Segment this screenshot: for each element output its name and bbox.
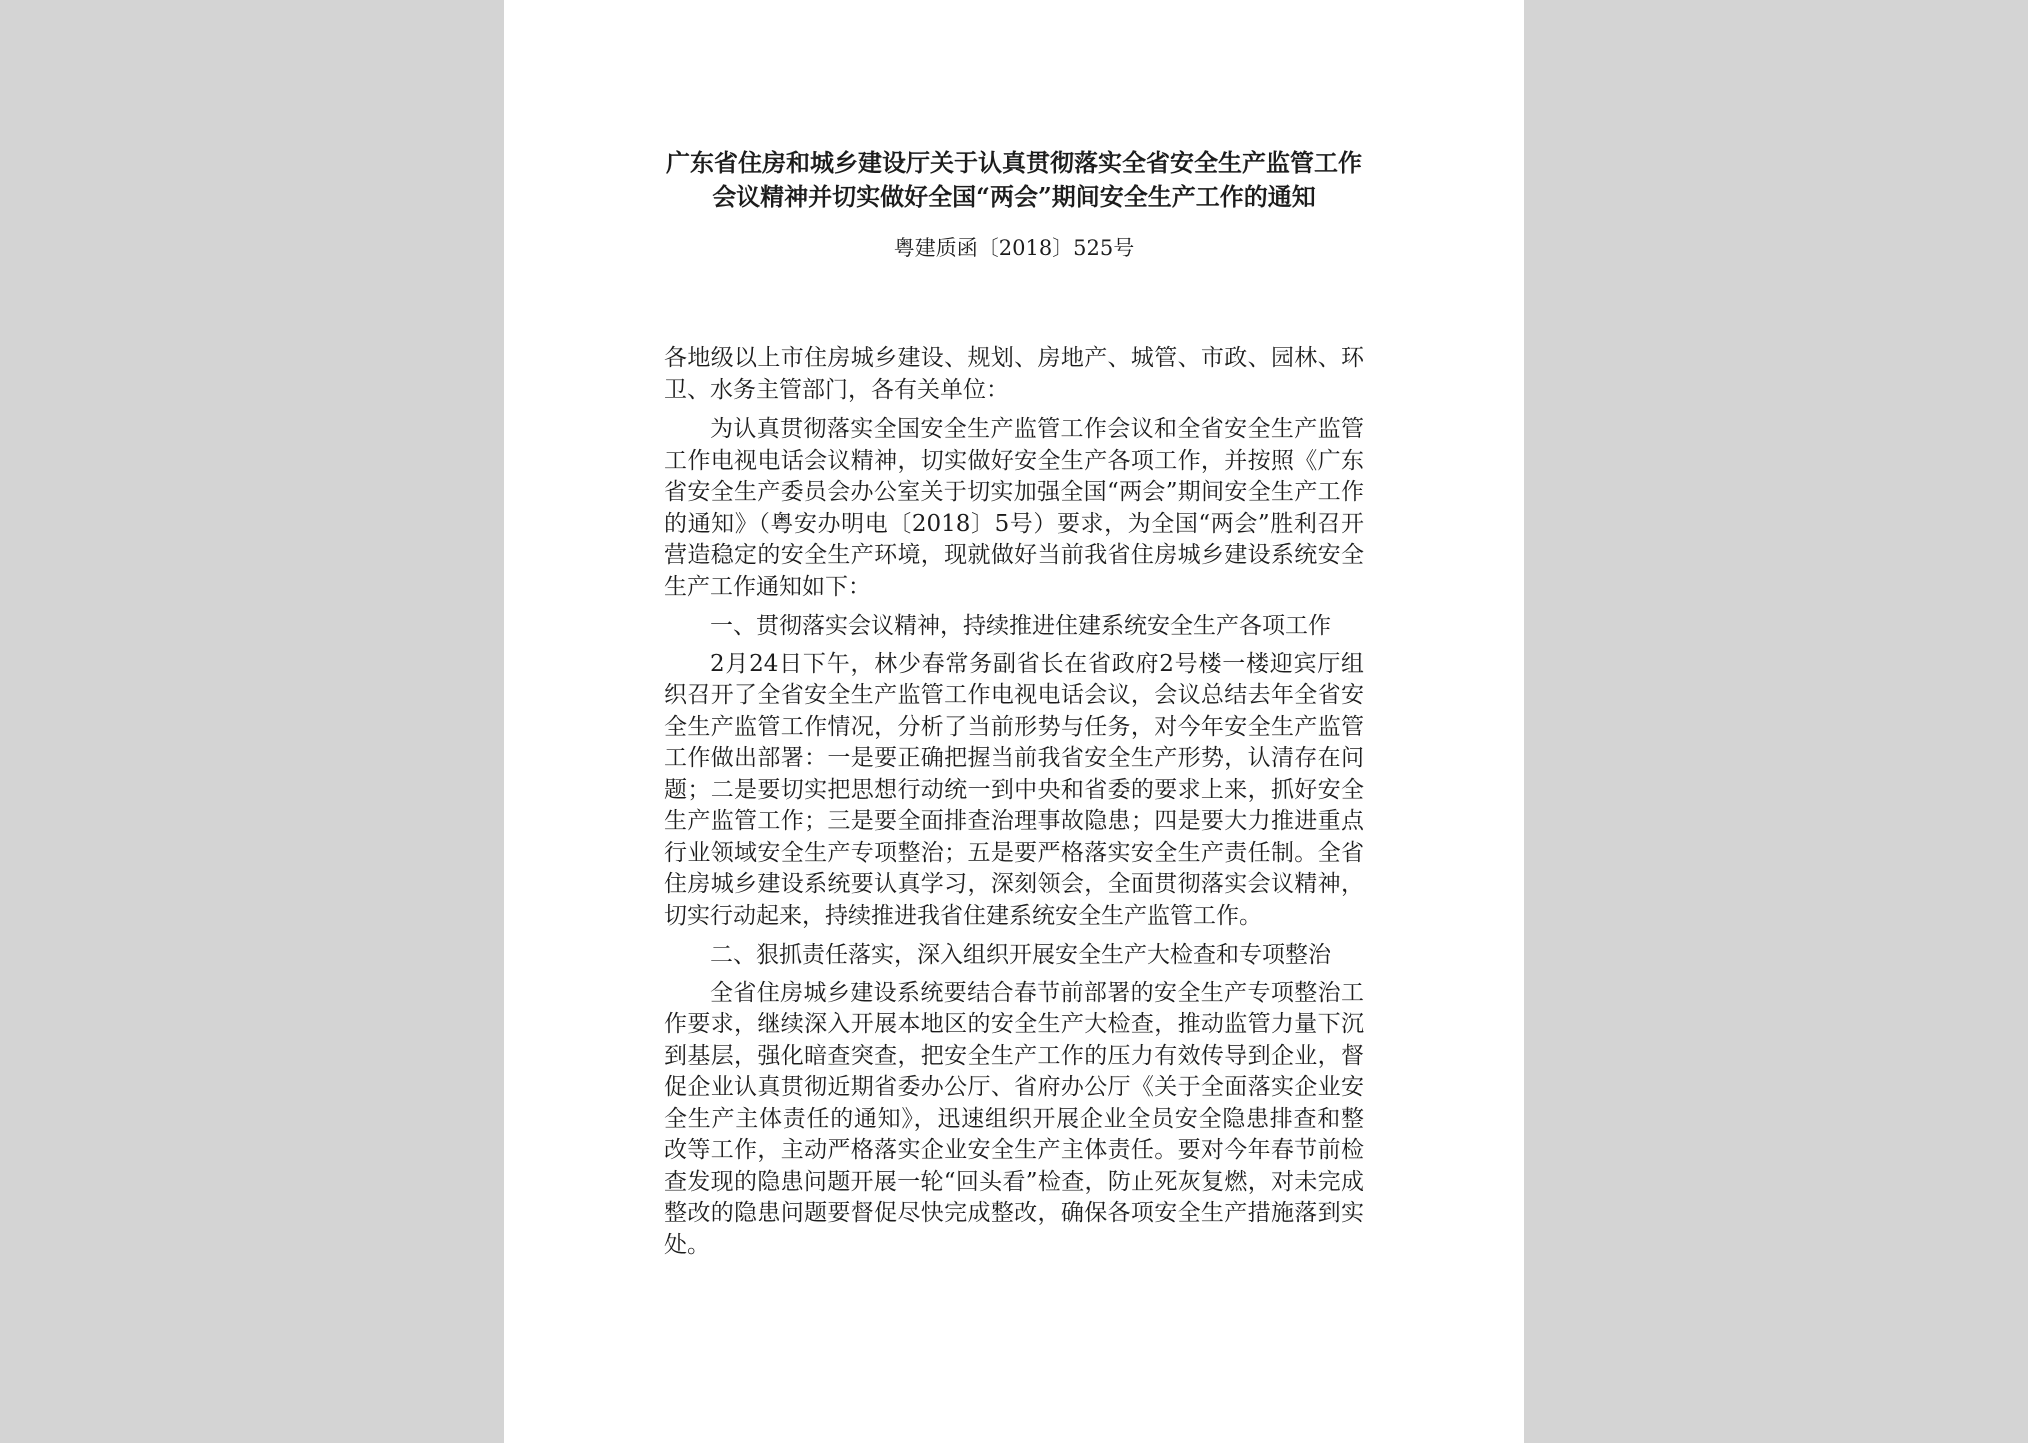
addressee-paragraph: 各地级以上市住房城乡建设、规划、房地产、城管、市政、园林、环卫、水务主管部门，各有关单位： [664, 345, 1364, 403]
document-body [664, 343, 1364, 1261]
document-title-line-1: 广东省住房和城乡建设厅关于认真贯彻落实全省安全生产监管工作 [666, 148, 1362, 177]
intro-paragraph: 为认真贯彻落实全国安全生产监管工作会议和全省安全生产监管工作电视电话会议精神，切实做好安全生产各项工作，并按照《广东省安全生产委员会办公室关于切实加强全国“两会”期间安全生产工作的通知》（粤安办明电〔2018〕5号）要求，为全国“两会”胜利召开营造稳定的安全生产环境，现就做好当前我省住房城乡建设系统安全生产工作通知如下： [664, 416, 1364, 600]
section-1-heading: 一、贯彻落实会议精神，持续推进住建系统安全生产各项工作 [710, 613, 1331, 639]
section-1-paragraph: 2月24日下午，林少春常务副省长在省政府2号楼一楼迎宾厅组织召开了全省安全生产监管工作电视电话会议，会议总结去年全省安全生产监管工作情况，分析了当前形势与任务，对今年安全生产监管工作做出部署：一是要正确把握当前我省安全生产形势，认清存在问题；二是要切实把思想行动统一到中央和省委的要求上来，抓好安全生产监管工作；三是要全面排查治理事故隐患；四是要大力推进重点行业领域安全生产专项整治；五是要严格落实安全生产责任制。全省住房城乡建设系统要认真学习，深刻领会，全面贯彻落实会议精神，切实行动起来，持续推进我省住建系统安全生产监管工作。 [664, 650, 1364, 929]
document-page [504, 0, 1524, 1443]
section-2-heading: 二、狠抓责任落实，深入组织开展安全生产大检查和专项整治 [710, 942, 1331, 968]
document-title-line-2: 会议精神并切实做好全国“两会”期间安全生产工作的通知 [712, 182, 1316, 211]
section-2-paragraph: 全省住房城乡建设系统要结合春节前部署的安全生产专项整治工作要求，继续深入开展本地区的安全生产大检查，推动监管力量下沉到基层，强化暗查突查，把安全生产工作的压力有效传导到企业，督促企业认真贯彻近期省委办公厅、省府办公厅《关于全面落实企业安全生产主体责任的通知》，迅速组织开展企业全员安全隐患排查和整改等工作，主动严格落实企业安全生产主体责任。要对今年春节前检查发现的隐患问题开展一轮“回头看”检查，防止死灰复燃，对未完成整改的隐患问题要督促尽快完成整改，确保各项安全生产措施落到实处。 [664, 979, 1364, 1258]
document-number: 粤建质函〔2018〕525号 [893, 236, 1135, 260]
